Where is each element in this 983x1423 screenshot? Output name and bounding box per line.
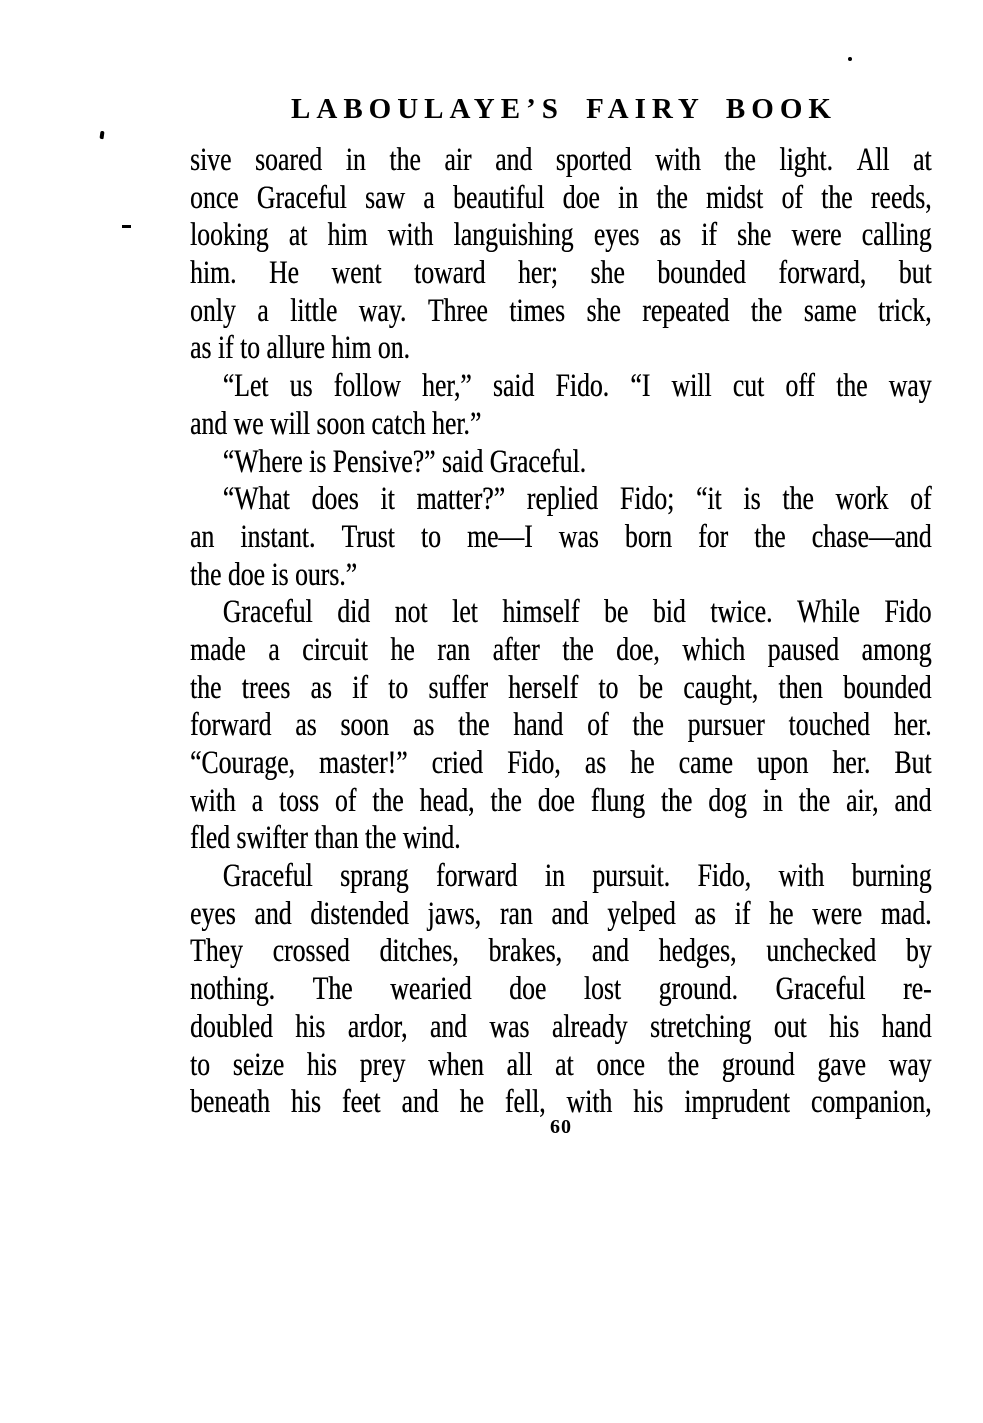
word: Fido, [697,858,752,895]
word: head, [419,782,475,819]
word: eyes [593,217,640,254]
word: did [337,594,371,631]
word: ditches, [379,933,459,970]
word: she [737,217,772,254]
word: in [618,179,639,216]
word: be [604,594,629,631]
word: hedges, [658,933,737,970]
word: her. [893,707,932,744]
word: Graceful [222,858,313,895]
word: Fido; [619,481,675,518]
word: Three [427,292,488,329]
word: when [428,1046,484,1083]
text-line: fled swifter than the wind. [190,820,461,857]
word: she [590,255,625,292]
word: if [734,895,751,932]
word: touched [788,707,870,744]
word: upon [756,745,809,781]
word: among [861,631,932,668]
word: to [598,669,619,706]
scan-speck-dash [122,225,131,228]
word: was [489,1008,530,1045]
word: as [659,217,681,254]
word: stretching [649,1008,752,1045]
word: re- [903,971,932,1008]
text-line [190,632,932,670]
word: soared [255,142,323,178]
word: twice. [710,594,773,631]
word: brakes, [488,933,562,970]
word: same [803,292,857,329]
word: But [894,745,932,781]
word: his [306,1046,337,1083]
word: once [190,179,239,216]
word: a [268,631,280,668]
word: her; [517,255,558,292]
word: he [630,745,655,781]
word: the [836,368,868,405]
word: an [190,518,215,555]
word: The [312,971,353,1008]
word: suffer [428,669,488,706]
word: herself [508,669,579,706]
word: the [750,292,783,329]
word: me—I [466,518,533,555]
word: be [638,669,663,706]
word: midst [706,179,764,216]
word: the [389,142,421,178]
word: the [490,782,522,819]
word: Graceful [775,971,866,1008]
word: the [782,481,814,518]
word: matter?” [416,481,505,518]
word: is [743,481,761,518]
word: doe, [616,631,660,668]
word: cried [431,745,483,781]
word: the [372,782,404,819]
word: the [667,1046,700,1083]
word: dog [708,782,747,819]
text-line [190,217,932,255]
word: were [812,895,863,932]
word: prey [359,1046,406,1083]
word: let [452,594,478,631]
word: fell, [504,1084,546,1121]
word: of [334,782,357,819]
word: chase—and [811,518,932,555]
word: off [785,368,815,405]
word: feet [341,1084,381,1121]
word: of [781,179,803,216]
word: air, [845,782,879,819]
word: doubled [190,1008,273,1045]
word: forward, [778,255,867,292]
word: way [888,368,932,405]
word: toss [278,782,319,819]
word: he [769,895,794,932]
word: a [423,179,435,216]
word: forward [436,858,518,895]
word: by [905,933,932,970]
text-line [190,1047,932,1085]
word: While [796,594,860,631]
word: “Let [222,368,269,405]
word: toward [414,255,486,292]
word: flung [590,782,646,819]
word: beautiful [452,179,545,216]
word: times [509,292,565,329]
word: a [257,292,269,329]
word: his [295,1008,326,1045]
scan-speck-apostrophe [99,131,104,139]
word: air [444,142,472,178]
word: Trust [341,518,395,555]
word: ardor, [347,1008,408,1045]
word: and [551,895,589,932]
word: the [190,669,222,706]
word: her. [832,745,871,781]
word: to [420,518,441,555]
word: were [791,217,842,254]
word: and [591,933,629,970]
word: the [632,707,664,744]
text-line [190,481,932,519]
word: way [888,1046,932,1083]
word: All [856,142,890,178]
word: “Courage, [190,745,295,781]
word: all [506,1046,533,1083]
word: as [295,707,317,744]
word: with [387,217,434,254]
word: as [694,895,716,932]
word: sprang [340,858,409,895]
word: the [798,782,831,819]
word: caught, [683,669,759,706]
word: went [331,255,382,292]
word: and [254,895,292,932]
body-text-block [190,142,983,1122]
word: jaws, [427,895,482,932]
text-line [190,858,932,896]
text-line [190,594,932,632]
word: reeds, [870,179,932,216]
word: at [288,217,308,254]
word: ran [437,631,471,668]
word: instant. [240,518,316,555]
word: him [327,217,368,254]
word: seize [232,1046,285,1083]
word: us [289,368,313,405]
word: Fido. [555,368,610,405]
scan-speck-dot [848,57,852,61]
word: and [495,142,533,178]
word: doe [509,971,547,1008]
word: ground. [658,971,738,1008]
word: ground [721,1046,795,1083]
word: soon [340,707,389,744]
word: with [778,858,825,895]
word: which [682,631,746,668]
word: born [624,518,672,555]
word: bid [652,594,686,631]
word: “What [222,481,290,518]
word: of [910,481,932,518]
word: only [190,292,236,329]
word: languishing [453,217,574,254]
word: to [388,669,409,706]
word: pursuer [687,707,765,744]
word: with [190,782,236,819]
word: out [773,1008,807,1045]
word: in [345,142,366,178]
text-line [190,896,932,934]
running-head-title: LABOULAYE’S FAIRY BOOK [291,93,837,125]
word: gave [817,1046,866,1083]
word: he [390,631,415,668]
word: she [586,292,621,329]
word: cut [732,368,765,405]
text-line [190,255,932,293]
word: distended [310,895,409,932]
word: replied [526,481,599,518]
word: of [587,707,609,744]
word: it [380,481,395,518]
text-line [190,933,932,971]
word: nothing. [190,971,275,1008]
word: his [290,1084,321,1121]
word: in [544,858,565,895]
word: was [558,518,599,555]
word: burning [851,858,932,895]
word: pursuit. [592,858,671,895]
word: hand [881,1008,932,1045]
text-line [190,745,932,783]
word: companion, [810,1084,932,1121]
word: looking [190,217,269,254]
word: doe [562,179,600,216]
word: calling [861,217,932,254]
word: as [310,669,332,706]
word: already [551,1008,628,1045]
word: sported [555,142,632,178]
word: imprudent [684,1084,790,1121]
word: and [429,1008,467,1045]
word: Graceful [256,179,347,216]
word: came [678,745,733,781]
word: the [754,518,786,555]
word: the [656,179,688,216]
text-line [190,142,932,180]
word: bounded [657,255,746,292]
word: circuit [302,631,368,668]
word: his [829,1008,860,1045]
word: her,” [422,368,472,405]
word: trick, [878,292,932,329]
word: trees [241,669,291,706]
word: ran [499,895,533,932]
word: repeated [642,292,730,329]
word: the [660,782,693,819]
text-line [190,783,932,821]
word: and [401,1084,439,1121]
word: work [835,481,889,518]
text-line [190,368,932,406]
word: yelped [607,895,676,932]
text-line [190,971,932,1009]
word: crossed [272,933,350,970]
word: with [655,142,701,178]
word: for [698,518,729,555]
text-line: “Where is Pensive?” said Graceful. [222,443,587,480]
word: if [701,217,717,254]
word: the [821,179,853,216]
word: not [394,594,428,631]
word: himself [502,594,580,631]
word: does [311,481,359,518]
word: mad. [880,895,932,932]
word: Graceful [222,594,313,631]
word: “I [630,368,651,405]
word: “it [695,481,722,518]
word: Fido [884,594,932,631]
word: as [412,707,435,744]
word: in [762,782,783,819]
word: He [268,255,299,292]
word: with [566,1084,613,1121]
word: made [190,631,246,668]
word: after [492,631,540,668]
word: if [352,669,368,706]
text-line [190,1009,932,1047]
word: forward [190,707,272,744]
word: a [251,782,264,819]
word: light. [779,142,833,178]
word: little [290,292,338,329]
word: Fido, [507,745,561,781]
page-number: 60 [550,1116,572,1138]
word: at [555,1046,574,1083]
word: paused [767,631,840,668]
text-line [190,670,932,708]
word: lost [583,971,622,1008]
word: eyes [190,895,236,932]
word: him. [190,255,237,292]
word: saw [365,179,405,216]
text-line [190,180,932,218]
word: master!” [319,745,408,781]
word: once [596,1046,645,1083]
word: hand [513,707,564,744]
word: at [913,142,932,178]
word: doe [537,782,575,819]
word: the [562,631,594,668]
word: said [492,368,535,405]
word: and [894,782,932,819]
word: unchecked [766,933,877,970]
word: but [898,255,932,292]
word: They [190,933,243,970]
word: he [459,1084,484,1121]
text-line [190,707,932,745]
text-line [190,519,932,557]
word: bounded [842,669,932,706]
text-line: the doe is ours.” [190,556,358,593]
word: will [671,368,712,405]
text-line: and we will soon catch her.” [190,405,482,442]
word: wearied [390,971,472,1008]
word: to [190,1046,210,1083]
word: follow [333,368,401,405]
word: as [584,745,607,781]
word: the [458,707,490,744]
word: the [724,142,756,178]
word: beneath [190,1084,270,1121]
word: sive [190,142,232,178]
word: then [778,669,823,706]
text-line: as if to allure him on. [190,330,410,367]
text-line [190,293,932,331]
word: way. [358,292,407,329]
word: his [633,1084,664,1121]
